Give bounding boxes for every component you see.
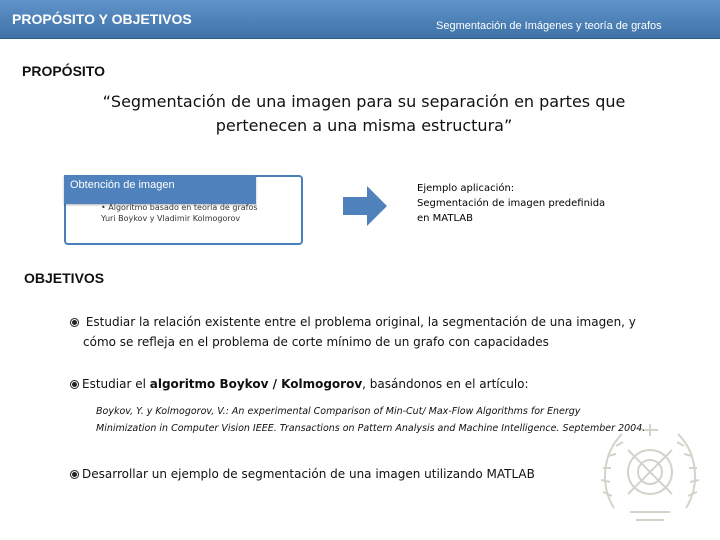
right-arrow-icon — [343, 186, 387, 226]
objective-2-prefix: Estudiar el — [82, 377, 150, 391]
circle-bullet-icon — [70, 470, 79, 479]
example-line3: en MATLAB — [417, 213, 473, 224]
example-line1: Ejemplo aplicación: — [417, 183, 515, 194]
circle-bullet-icon — [70, 318, 79, 327]
image-card-title: Obtención de imagen — [70, 179, 175, 191]
objective-2-bold: algoritmo Boykov / Kolmogorov — [149, 377, 363, 391]
image-card-header — [64, 175, 256, 204]
header-bar — [0, 0, 720, 39]
university-seal-icon — [596, 416, 704, 528]
objective-item-2 — [70, 377, 700, 391]
objective-1-line2: cómo se refleja en el problema de corte mínimo de un grafo con capacidades — [83, 335, 549, 349]
objective-1-line1: Estudiar la relación existente entre el problema original, la segmentación de una imagen, y — [85, 315, 636, 329]
example-line2: Segmentación de imagen predefinida — [417, 198, 606, 209]
reference-line1: Boykov, Y. y Kolmogorov, V.: An experimental Comparison of Min-Cut/ Max-Flow Algorithms for Energy — [96, 406, 581, 417]
slide-title: PROPÓSITO Y OBJETIVOS — [12, 11, 192, 27]
purpose-quote-line1: “Segmentación de una imagen para su separación en partes que — [102, 92, 626, 111]
purpose-quote — [64, 90, 664, 138]
objective-item-1 — [70, 312, 700, 352]
objective-2-suffix: , basándonos en el artículo: — [362, 377, 529, 391]
example-text — [417, 181, 647, 226]
objectives-heading: OBJETIVOS — [24, 270, 105, 286]
objective-3-text: Desarrollar un ejemplo de segmentación de una imagen utilizando MATLAB — [82, 467, 535, 481]
purpose-heading: PROPÓSITO — [22, 63, 105, 79]
reference-line2: Minimization in Computer Vision IEEE. Transactions on Pattern Analysis and Machine Intelligence. September 2004. — [96, 423, 646, 434]
image-card-body: • Algoritmo basado en teoría de grafos Yuri Boykov y Vladimir Kolmogorov — [101, 203, 258, 223]
circle-bullet-icon — [70, 380, 79, 389]
purpose-quote-line2: pertenecen a una misma estructura” — [215, 116, 513, 135]
slide-subtitle: Segmentación de Imágenes y teoría de grafos — [436, 20, 662, 32]
